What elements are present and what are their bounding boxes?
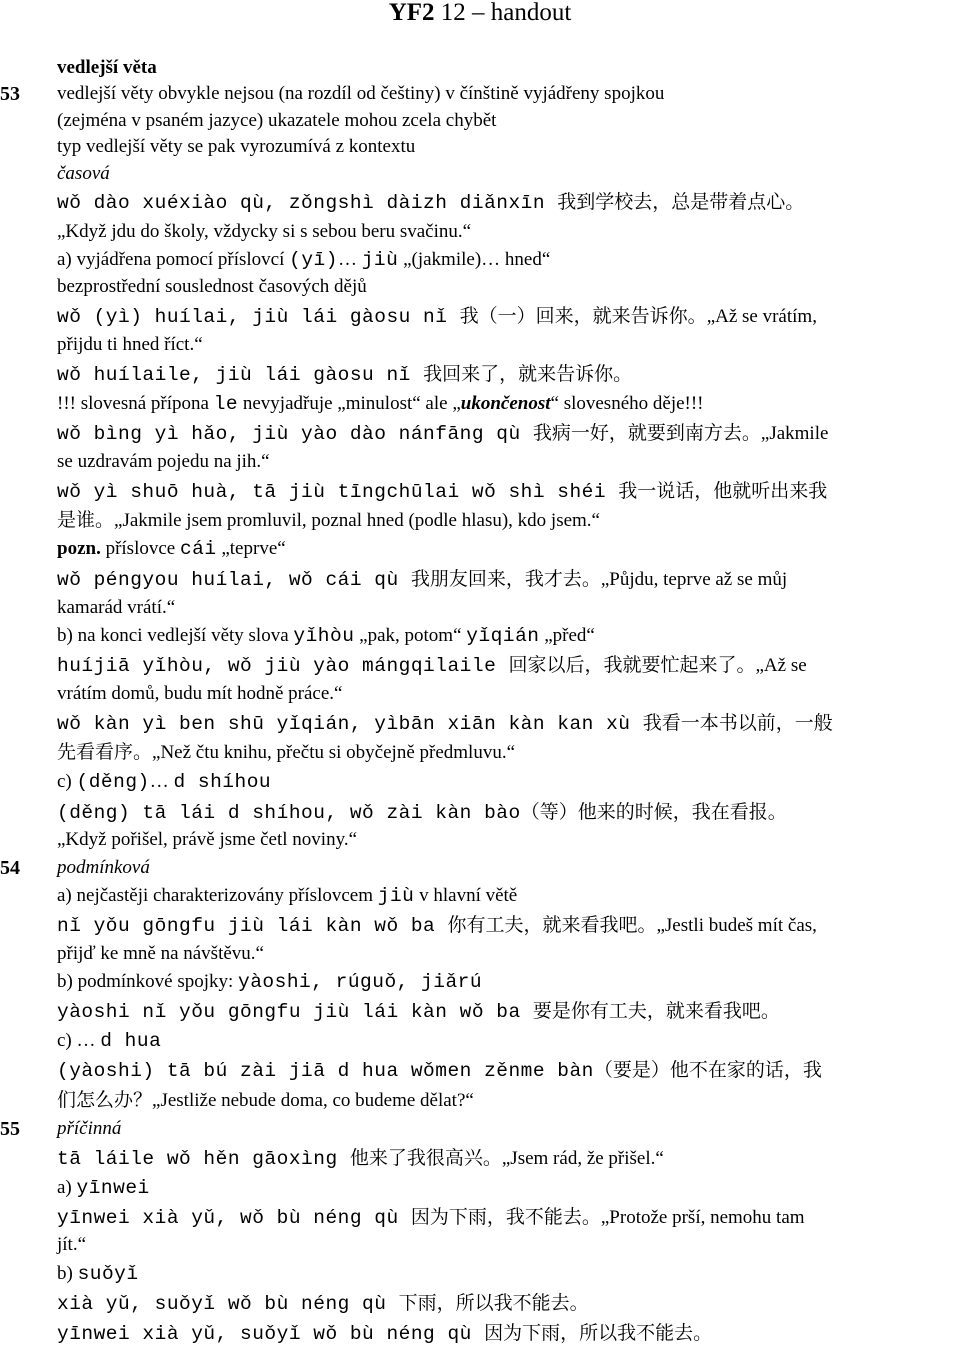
pinyin-text: wǒ yì shuō huà, tā jiù tīngchūlai wǒ shì shéi [57,481,619,503]
text-span: c) [57,771,77,792]
example-line [57,508,600,533]
translation-text: „Až se vrátím, [706,306,817,327]
example-line [57,740,515,765]
chinese-text: 我回来了，就来告诉你。 [423,363,633,385]
note-line [57,537,286,561]
text-span: b) podmínkové spojky: [57,971,239,992]
chinese-text: 因为下雨，我不能去。 [410,1206,601,1228]
pinyin-text: wǒ dào xuéxiào qù, zǒngshì dàizh diǎnxīn [57,192,558,214]
note-label: pozn. [57,538,101,559]
example-line [57,1291,589,1316]
translation-text: „Protože prší, nemohu tam [600,1207,805,1228]
pinyin-span: yǐqián [466,625,540,647]
example-line [57,1146,664,1171]
text-span: v hlavní větě [414,885,518,906]
pinyin-span: d shíhou [173,771,272,793]
text-line: (zejména v psaném jazyce) ukazatele mohou zcela chybět [57,110,497,131]
chinese-text: 他来了我很高兴。 [349,1147,502,1169]
pinyin-span: yīnwei [76,1177,150,1199]
chinese-text: 回家以后，我就要忙起来了。 [508,654,756,676]
translation-text: „Půjdu, teprve až se můj [600,569,788,590]
text-line [57,970,482,994]
pinyin-text: tā láile wǒ hěn gāoxìng [57,1148,350,1170]
chinese-text: 是谁。 [57,509,115,531]
note-line [57,392,704,416]
text-span: b) [57,1263,78,1284]
pinyin-text: wǒ péngyou huílai, wǒ cái qù [57,569,411,591]
text-line: vedlejší věty obvykle nejsou (na rozdíl od češtiny) v čínštině vyjádřeny spojkou [57,83,665,104]
example-line [57,421,828,446]
example-line [57,913,817,938]
text-span: „před“ [539,625,595,646]
text-line [57,624,595,648]
example-line [57,304,817,329]
translation-line: kamarád vrátí.“ [57,597,176,618]
pinyin-span: le [213,393,239,415]
pinyin-text: huíjiā yǐhòu, wǒ jiù yào mángqilaile [57,655,509,677]
pinyin-text: wǒ bìng yì hǎo, jiù yào dào nánfāng qù [57,423,533,445]
pinyin-span: yàoshi, rúguǒ, jiǎrú [238,971,483,993]
chinese-text: （等）他来的时候，我在看报。 [520,801,787,823]
translation-line: přijď ke mně na návštěvu.“ [57,943,264,964]
pinyin-text: wǒ huílaile, jiù lái gàosu nǐ [57,364,424,386]
text-span: „pak, potom“ [354,625,467,646]
title-code: YF2 [388,0,435,26]
translation-line: „Když jdu do školy, vždycky si s sebou beru svačinu.“ [57,221,472,242]
example-line [57,999,780,1024]
translation-text: „Než čtu knihu, přečtu si obyčejně předmluvu.“ [152,742,516,763]
translation-text: „Jestliže nebude doma, co budeme dělat?“ [152,1090,474,1111]
pinyin-span: (děng) [76,771,150,793]
pinyin-text: nǐ yǒu gōngfu jiù lái kàn wǒ ba [57,915,448,937]
pinyin-span: jiù [377,885,415,907]
translation-line: vrátím domů, budu mít hodně práce.“ [57,683,343,704]
title-rest: 12 – handout [434,0,572,26]
text-line [57,1176,150,1200]
text-line [57,770,271,794]
chinese-text: （要是）他不在家的话，我 [593,1059,822,1081]
text-line [57,1262,139,1286]
pinyin-span: suǒyǐ [77,1263,139,1285]
text-span: příslovce [100,538,180,559]
chinese-text: 我病一好，就要到南方去。 [532,422,761,444]
example-line [57,711,833,736]
example-line [57,1058,822,1083]
chinese-text: 要是你有工夫，就来看我吧。 [532,1000,780,1022]
chinese-text: 我朋友回来，我才去。 [410,568,601,590]
text-span: … [337,249,362,270]
text-span: a) [57,1177,77,1198]
pinyin-text: yīnwei xià yǔ, suǒyǐ wǒ bù néng qù [57,1323,485,1345]
page-title [0,0,960,26]
section-number-53: 53 [0,83,20,105]
subheading-casova: časová [57,163,110,184]
example-line [57,1205,805,1230]
pinyin-text: wǒ (yì) huílai, jiù lái gàosu nǐ [57,306,460,328]
section-number-54: 54 [0,857,20,879]
text-span: … [149,771,174,792]
example-line [57,567,787,592]
section-number-55: 55 [0,1118,20,1140]
example-line [57,800,787,825]
example-line [57,479,827,504]
chinese-text: 因为下雨，所以我不能去。 [484,1322,713,1344]
subheading-podminkova: podmínková [57,857,150,878]
text-span: „teprve“ [216,538,286,559]
translation-text: „Jsem rád, že přišel.“ [501,1148,664,1169]
pinyin-span: (yī) [289,249,338,271]
text-span: nevyjadřuje „minulost“ ale „ [238,393,461,414]
pinyin-text: (děng) tā lái d shíhou, wǒ zài kàn bào [57,802,521,824]
translation-text: „Až se [755,655,807,676]
pinyin-span: cái [179,538,217,560]
example-line [57,1321,712,1346]
pinyin-text: wǒ kàn yì ben shū yǐqián, yìbān xiān kàn kan xù [57,713,643,735]
translation-line: se uzdravám pojedu na jih.“ [57,451,270,472]
text-line: typ vedlejší věty se pak vyrozumívá z kontextu [57,136,416,157]
pinyin-span: yǐhòu [293,625,355,647]
subheading-pricinna: příčinná [57,1118,122,1139]
translation-line: „Když pořišel, právě jsme četl noviny.“ [57,829,358,850]
translation-text: „Jakmile jsem promluvil, poznal hned (podle hlasu), kdo jsem.“ [114,510,600,531]
chinese-text: 们怎么办？ [57,1089,153,1111]
text-span: c) … [57,1030,101,1051]
translation-text: „Jestli budeš mít čas, [656,915,817,936]
text-span: “ slovesného děje!!! [550,393,704,414]
emphasis-span: ukončenost [460,393,551,414]
text-span: !!! slovesná přípona [57,393,214,414]
text-line [57,248,550,272]
translation-line: jít.“ [57,1234,87,1255]
pinyin-text: (yàoshi) tā bú zài jiā d hua wǒmen zěnme bàn [57,1060,594,1082]
chinese-text: 先看看序。 [57,741,153,763]
heading-vedlejsi-veta: vedlejší věta [57,57,157,78]
pinyin-text: xià yǔ, suǒyǐ wǒ bù néng qù [57,1293,399,1315]
text-line [57,1029,161,1053]
chinese-text: 我看一本书以前，一般 [642,712,833,734]
example-line [57,362,632,387]
text-span: a) nejčastěji charakterizovány příslovcem [57,885,378,906]
example-line [57,1088,474,1113]
text-line: bezprostřední souslednost časových dějů [57,276,367,297]
text-span: a) vyjádřena pomocí příslovcí [57,249,290,270]
chinese-text: 我（一）回来，就来告诉你。 [459,305,707,327]
text-line [57,884,517,908]
pinyin-span: jiù [361,249,399,271]
chinese-text: 下雨，所以我不能去。 [398,1292,589,1314]
translation-line: přijdu ti hned říct.“ [57,334,203,355]
pinyin-span: d hua [100,1030,162,1052]
text-span: b) na konci vedlejší věty slova [57,625,294,646]
chinese-text: 我到学校去，总是带着点心。 [557,191,805,213]
example-line [57,653,807,678]
chinese-text: 我一说话，他就听出来我 [618,480,828,502]
example-line [57,190,804,215]
pinyin-text: yīnwei xià yǔ, wǒ bù néng qù [57,1207,411,1229]
text-span: „(jakmile)… hned“ [398,249,551,270]
translation-text: „Jakmile [760,423,829,444]
pinyin-text: yàoshi nǐ yǒu gōngfu jiù lái kàn wǒ ba [57,1001,533,1023]
chinese-text: 你有工夫，就来看我吧。 [447,914,657,936]
